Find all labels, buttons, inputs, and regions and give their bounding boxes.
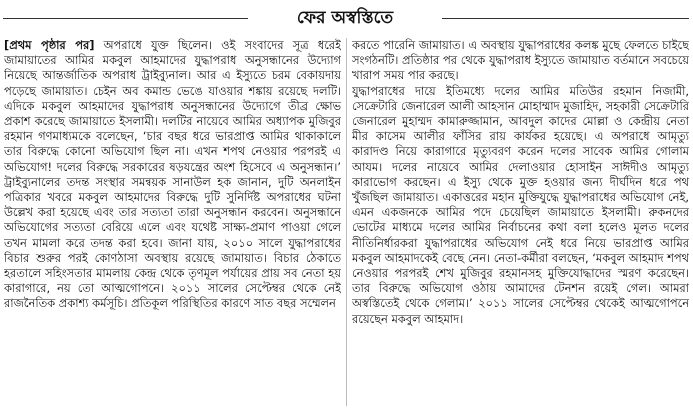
article-column-left bbox=[4, 38, 341, 409]
paragraph-text: অপরাধে যুক্ত ছিলেন। ওই সংবাদের সূত্র ধরেই জামায়াতের আমির মকবুল আহমাদের যুদ্ধাপরাধ অনুসন্ধানের উদ্যোগ নিয়েছে আন্তর্জাতিক অপরাধ ট্রাইব্যুনাল। আর এ ইস্যুতে চরম বেকায়দায় পড়েছে জামায়াত। চেইন অব কমান্ড ভেঙে যাওয়ার শঙ্কায় রয়েছে দলটি। এদিকে মকবুল আহমাদের যুদ্ধাপরাধ অনুসন্ধানের উদ্যোগে তীব্র ক্ষোভ প্রকাশ করেছে জামায়াতে ইসলামী। দলটির নায়েবে আমির অধ্যাপক মুজিবুর রহমান গণমাধ্যমকে বলেছেন, ‘চার বছর ধরে ভারপ্রাপ্ত আমির থাকাকালে তার বিরুদ্ধে কোনো অভিযোগ ছিল না। এখন শপথ নেওয়ার পরপরই এ অভিযোগ! দলের বিরুদ্ধে সরকারের ষড়যন্ত্রের অংশ হিসেবে এ অনুসন্ধান।’ ট্রাইব্যুনালের তদন্ত সংস্থার সমন্বয়ক সানাউল হক জানান, দুটি অনলাইন পত্রিকার খবরে মকবুল আহমাদের বিরুদ্ধে দুটি সুনির্দিষ্ট অপরাধের ঘটনা উল্লেখ করা হয়েছে এবং তার সত্যতা তারা অনুসন্ধান করবেন। অনুসন্ধানে অভিযোগের সত্যতা বেরিয়ে এলে এবং যথেষ্ট সাক্ষ্য-প্রমাণ পাওয়া গেলে তখন মামলা করে তদন্ত করা হবে। জানা যায়, ২০১০ সালে যুদ্ধাপরাধের বিচার শুরুর পরই কোণঠাসা অবস্থায় রয়েছে জামায়াত। বিচার ঠেকাতে হরতালে সহিংসতার মামলায় কেন্দ্র থেকে তৃণমূল পর্যায়ের প্রায় সব নেতা হয় কারাগারে, নয় তো আত্মগোপনে। ২০১১ সালের সেপ্টেম্বর থেকে নেই রাজনৈতিক প্রকাশ্য কর্মসূচি। প্রতিকূল পরিস্থিতির কারণে সাত বছর সম্মেলন bbox=[4, 38, 341, 311]
column-divider bbox=[346, 38, 347, 406]
article-paragraph: করতে পারেনি জামায়াত। এ অবস্থায় যুদ্ধাপরাধের কলঙ্ক মুছে ফেলতে চাইছে সংগঠনটি। প্রতিষ্ঠার পর থেকে যুদ্ধাপরাধ ইস্যুতে জামায়াত বর্তমানে সবচেয়ে খারাপ সময় পার করছে। bbox=[352, 38, 689, 83]
article-paragraph bbox=[4, 38, 341, 312]
headline-rule-right bbox=[442, 18, 689, 19]
continuation-marker: [প্রথম পৃষ্ঠার পর] bbox=[4, 38, 95, 52]
article-paragraph: যুদ্ধাপরাধের দায়ে ইতিমধ্যে দলের আমির মতিউর রহমান নিজামী, সেক্রেটারি জেনারেল আলী আহসান মোহাম্মাদ মুজাহিদ, সহকারী সেক্রেটারি জেনারেল মুহাম্মদ কামারুজ্জামান, আবদুল কাদের মোল্লা ও কেন্দ্রীয় নেতা মীর কাসেম আলীর ফাঁসির রায় কার্যকর হয়েছে। এ অপরাধে আমৃত্যু কারাদণ্ড নিয়ে কারাগারে মৃত্যুবরণ করেন দলের সাবেক আমির গোলাম আযম। দলের নায়েবে আমির দেলাওয়ার হোসাইন সাঈদীও আমৃত্যু কারাভোগ করছেন। এ ইস্যু থেকে মুক্ত হওয়ার জন্য দীর্ঘদিন ধরে পথ খুঁজছিল জামায়াত। একাত্তরের মহান মুক্তিযুদ্ধে যুদ্ধাপরাধের অভিযোগ নেই, এমন একজনকে আমির পদে চেয়েছিল জামায়াতে ইসলামী। রুকনদের ভোটের মাধ্যমে দলের আমির নির্বাচনের কথা বলা হলেও মূলত দলের নীতিনির্ধারকরা যুদ্ধাপরাধের অভিযোগ নেই ধরে নিয়ে ভারপ্রাপ্ত আমির মকবুল আহমাদকেই বেছে নেন। নেতা-কর্মীরা বলছেন, ‘মকবুল আহমাদ শপথ নেওয়ার পরপরই শেখ মুজিবুর রহমানসহ মুক্তিযোদ্ধাদের স্মরণ করেছেন। তার বিরুদ্ধে অভিযোগ ওঠায় আমাদের টেনশন রয়েই গেল। আমরা অস্বস্তিতেই থেকে গেলাম।’ ২০১১ সালের সেপ্টেম্বর থেকেই আত্মগোপনে রয়েছেন মকবুল আহমাদ। bbox=[352, 83, 689, 326]
headline-bar bbox=[0, 6, 693, 30]
article-column-right bbox=[352, 38, 689, 409]
headline: ফের অস্বস্তিতে bbox=[296, 8, 394, 28]
headline-rule-left bbox=[3, 18, 248, 19]
